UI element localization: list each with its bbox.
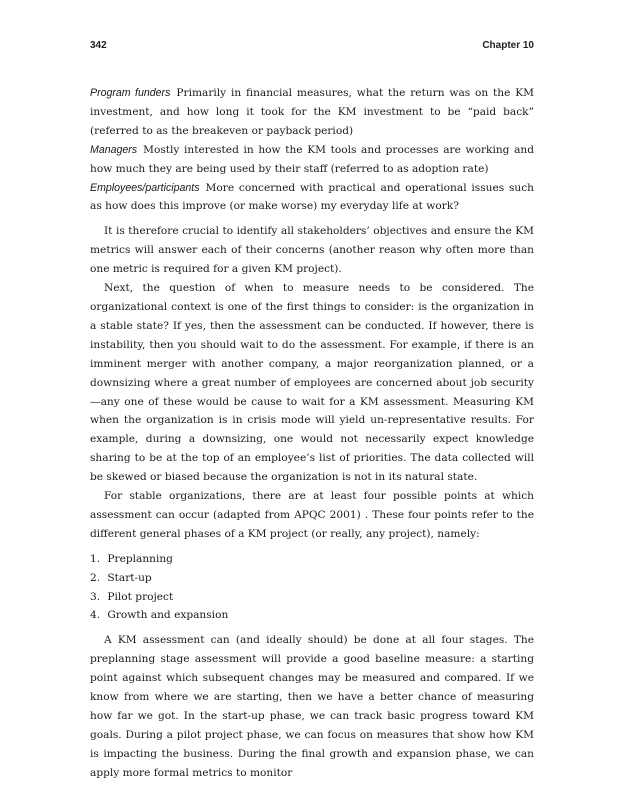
body-text <box>90 84 534 783</box>
book-page <box>90 40 534 783</box>
paragraph-assessment-stages: A KM assessment can (and ideally should) be done at all four stages. The preplanning stage assessment will provide a good baseline measure: a starting point against which subsequent changes may be measured and compared. If we know from where we are starting, then we have a better chance of measuring how far we got. In the start-up phase, we can track basic progress toward KM goals. During a pilot project phase, we can focus on measures that show how KM is impacting the business. During the final growth and expansion phase, we can apply more formal metrics to monitor <box>90 634 534 779</box>
list-item <box>90 588 534 607</box>
list-number: 1. <box>90 552 101 565</box>
list-label: Pilot project <box>107 590 174 603</box>
running-head <box>90 40 534 54</box>
page-number: 342 <box>90 40 107 51</box>
definition-term: Employees/participants <box>90 181 200 194</box>
definition-text: More concerned with practical and operational issues such as how does this improve (or make worse) my everyday life at work? <box>90 181 534 213</box>
definition-managers <box>90 141 534 179</box>
definition-program-funders <box>90 84 534 141</box>
list-item <box>90 569 534 588</box>
list-label: Growth and expansion <box>107 609 229 622</box>
definition-term: Managers <box>90 143 138 156</box>
list-label: Preplanning <box>107 552 173 565</box>
list-label: Start-up <box>107 571 152 584</box>
list-item <box>90 550 534 569</box>
definition-text: Mostly interested in how the KM tools and processes are working and how much they are being used by their staff (referred to as adoption rate) <box>90 143 534 175</box>
paragraph-stable-organizations: For stable organizations, there are at least four possible points at which assessment can occur (adapted from APQC 2001) . These four points refer to the different general phases of a KM project (or really, any project), namely: <box>90 490 534 540</box>
definition-employees <box>90 179 534 217</box>
phase-list <box>90 550 534 626</box>
list-number: 2. <box>90 571 101 584</box>
list-number: 3. <box>90 590 101 603</box>
list-item <box>90 606 534 625</box>
paragraph-when-to-measure: Next, the question of when to measure needs to be considered. The organizational context is one of the first things to consider: is the organization in a stable state? If yes, then the assessment can be conducted. If however, there is instability, then you should wait to do the assessment. For example, if there is an imminent merger with another company, a major reorganization planned, or a downsizing where a great number of employees are concerned about job security—any one of these would be cause to wait for a KM assessment. Measuring KM when the organization is in crisis mode will yield un-representative results. For example, during a downsizing, one would not necessarily expect knowledge sharing to be at the top of an employee’s list of priorities. The data collected will be skewed or biased because the organization is not in its natural state. <box>90 282 534 484</box>
definition-term: Program funders <box>90 87 171 99</box>
paragraph-stakeholders: It is therefore crucial to identify all stakeholders’ objectives and ensure the KM metrics will answer each of their concerns (another reason why often more than one metric is required for a given KM project). <box>90 225 534 276</box>
chapter-label: Chapter 10 <box>482 40 534 51</box>
list-number: 4. <box>90 609 101 622</box>
definition-text: Primarily in financial measures, what the return was on the KM investment, and how long it took for the KM investment to be “paid back” (referred to as the breakeven or payback period) <box>90 87 534 137</box>
